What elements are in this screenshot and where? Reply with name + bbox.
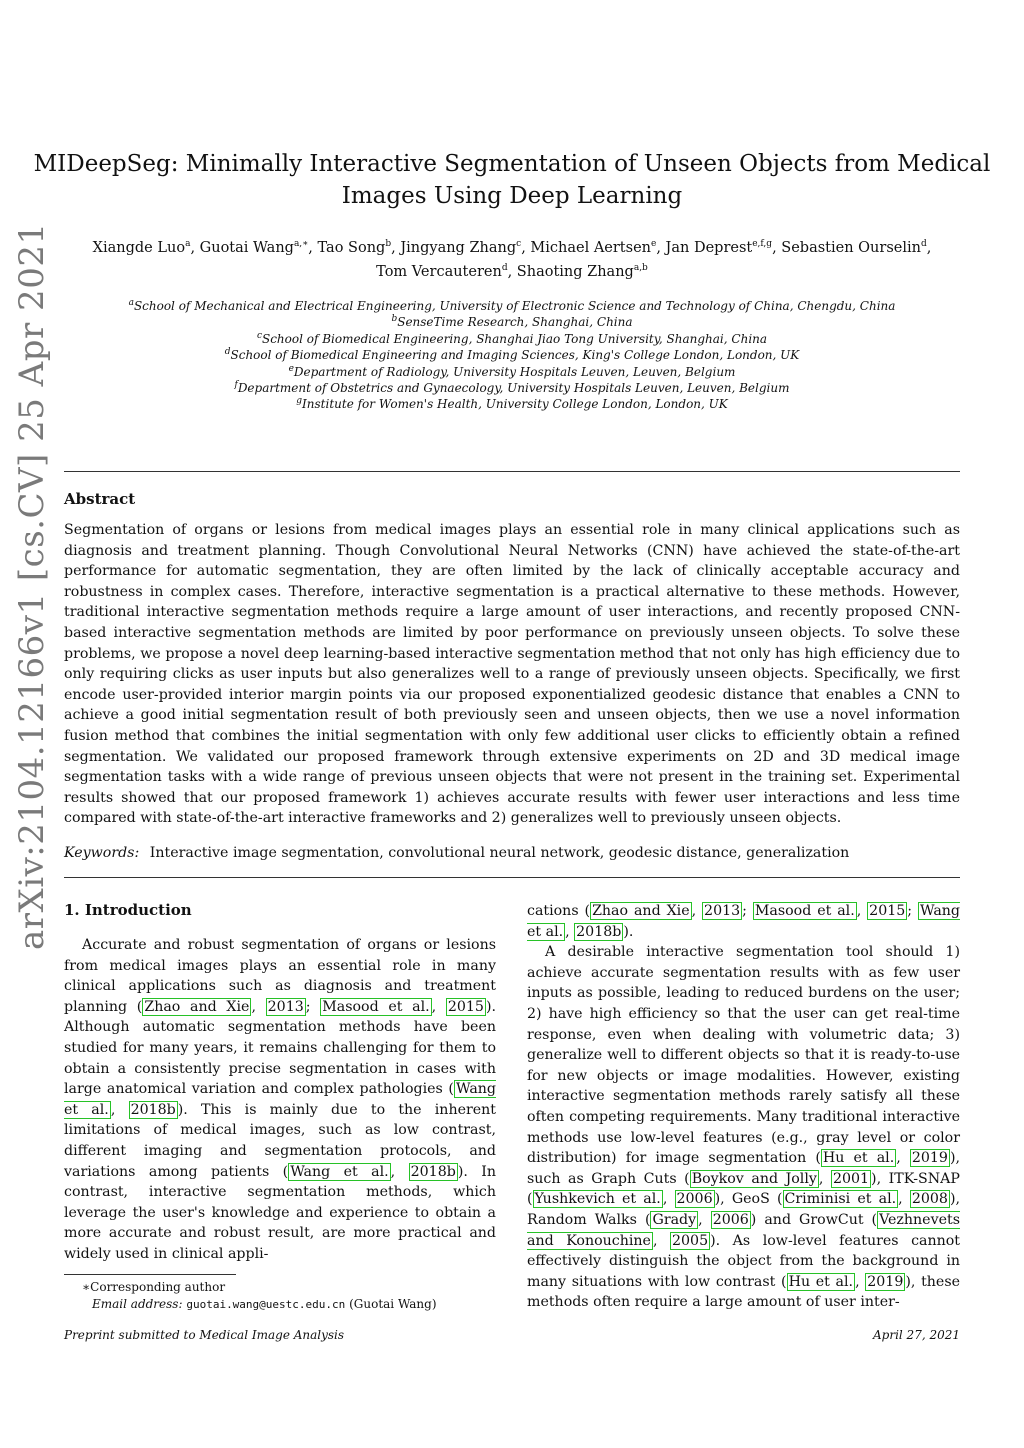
email-address[interactable]: guotai.wang@uestc.edu.cn (186, 1298, 346, 1311)
citation-link[interactable]: Boykov and Jolly (691, 1170, 817, 1187)
intro-right-column (527, 901, 960, 1313)
affiliation-mark: d (224, 347, 231, 358)
citation-link[interactable]: Grady (652, 1211, 697, 1228)
affiliation-mark: g (296, 396, 303, 407)
citation-link[interactable]: 2018b (410, 1163, 456, 1180)
citation-link[interactable]: 2018b (130, 1101, 176, 1118)
email-line (64, 1296, 504, 1313)
intro-right-paragraph-1: cations ( Zhao and Xie , 2013 ; Masood et al. , 2015 ; Wang et al. , 2018b ). (527, 903, 961, 940)
email-label: Email address: (92, 1297, 183, 1311)
keywords (64, 843, 960, 863)
top-divider (64, 471, 960, 472)
citation-link[interactable]: 2019 (867, 1273, 904, 1290)
affiliation (60, 380, 964, 396)
bottom-divider (64, 877, 960, 878)
author-affiliation-mark: e (651, 239, 657, 250)
author-affiliation-mark: a,∗ (293, 239, 309, 250)
affiliation (60, 364, 964, 380)
citation-link[interactable]: Wang et al. (527, 903, 961, 940)
affiliation-mark: e (288, 363, 294, 374)
arxiv-identifier[interactable]: arXiv:2104.12166v1 [cs.CV] 25 Apr 2021 (12, 222, 52, 950)
affiliation-text: SenseTime Research, Shanghai, China (397, 315, 633, 330)
intro-right-paragraph-2: A desirable interactive segmentation tool should 1) achieve accurate segmentation results with as few user inputs as possible, leading to reduced burdens on the user; 2) have high efficiency so that the user can get real-time response, even when dealing with volumetric data; 3) generalize well to different objects so that it is ready-to-use for new objects or image modalities. However, existing interactive segmentation methods rarely satisfy all these often competing requirements. Many traditional interactive methods use low-level features (e.g., gray level or color distribution) for image segmentation ( Hu et al. , 2019 ), such as Graph Cuts ( Boykov and Jolly , 2001 ), ITK-SNAP ( Yushkevich et al. , 2006 ), GeoS ( Criminisi et al. , 2008 ), Random Walks ( Grady , 2006 ) and GrowCut ( Vezhnevets and Konouchine , 2005 ). As low-level features cannot effectively distinguish the object from the background in many situations with low contrast ( Hu et al. , 2019 ), these methods often require a large amount of user inter- (527, 944, 960, 1311)
abstract-text: Segmentation of organs or lesions from medical images plays an essential role in many clinical applications such as diagnosis and treatment planning. Though Convolutional Neural Networks (CNN) have achieved the state-of-the-art performance for automatic segmentation, they are often limited by the lack of clinically acceptable accuracy and robustness in complex cases. Therefore, interactive segmentation is a practical alternative to these methods. However, traditional interactive segmentation methods require a large amount of user interactions, and recently proposed CNN-based interactive segmentation methods are limited by poor performance on previously unseen objects. To solve these problems, we propose a novel deep learning-based interactive segmentation method that not only has high efficiency due to only requiring clicks as user inputs but also generalizes well to a range of previously unseen objects. Specifically, we first encode user-provided interior margin points via our proposed exponentialized geodesic distance that enables a CNN to achieve a good initial segmentation result of both previously seen and unseen objects, then we use a novel information fusion method that combines the initial segmentation with only few additional user clicks to efficiently obtain a refined segmentation. We validated our proposed framework through extensive experiments on 2D and 3D medical image segmentation tasks with a wide range of previous unseen objects that were not present in the training set. Experimental results showed that our proposed framework 1) achieves accurate results with fewer user interactions and less time compared with state-of-the-art interactive frameworks and 2) generalizes well to previously unseen objects. (64, 522, 960, 827)
author-name: Michael Aertsen (530, 240, 651, 256)
citation-link[interactable]: 2013 (267, 998, 304, 1015)
author-list: Xiangde Luo$^a$, Guotai Wang$^{a,∗}$, Tao Song$^b$, Jingyang Zhang$^c$, Michael Aertsen$^e$, Jan Deprest$^{e,f,g}$, Sebastien Ourselin$^d$, Tom Vercauteren$^d$, Shaoting Zhang$^{a,b}$ (92, 239, 932, 280)
author-name: Shaoting Zhang (516, 264, 634, 280)
citation-link[interactable]: 2015 (447, 998, 484, 1015)
author-affiliation-mark: a (185, 239, 191, 250)
citation-link[interactable]: Zhao and Xie (144, 998, 250, 1015)
author-affiliation-mark: d (501, 263, 508, 274)
affiliation (60, 314, 964, 330)
author-name: Sebastien Ourselin (781, 240, 921, 256)
author-affiliation-mark: d (920, 239, 927, 250)
author-name: Tao Song (317, 240, 386, 256)
author-name: Xiangde Luo (92, 240, 186, 256)
citation-link[interactable]: Masood et al. (754, 903, 855, 919)
author-affiliation-mark: a,b (633, 263, 648, 274)
footer-date: April 27, 2021 (872, 1328, 960, 1342)
author-name: Guotai Wang (199, 240, 294, 256)
affiliation-mark: c (256, 330, 262, 341)
citation-link[interactable]: 2018b (576, 923, 622, 940)
citation-link[interactable]: Wang et al. (64, 1081, 496, 1118)
citation-link[interactable]: Yushkevich et al. (534, 1191, 661, 1208)
keywords-text: Interactive image segmentation, convolutional neural network, geodesic distance, generalization (149, 845, 850, 861)
author-name: Jan Deprest (665, 240, 753, 256)
affiliation-text: Department of Radiology, University Hospitals Leuven, Leuven, Belgium (293, 364, 736, 379)
citation-link[interactable]: 2019 (911, 1150, 948, 1167)
author-affiliation-mark: c (516, 239, 522, 250)
email-owner: (Guotai Wang) (349, 1297, 437, 1311)
author-name: Jingyang Zhang (400, 240, 517, 256)
footnote (64, 1279, 504, 1313)
affiliation-mark: b (391, 314, 398, 325)
citation-link[interactable]: Masood et al. (322, 998, 430, 1015)
affiliation-list (60, 298, 964, 413)
affiliation (60, 331, 964, 347)
section-heading-introduction: 1. Introduction (64, 901, 192, 919)
citation-link[interactable]: Criminisi et al. (784, 1191, 897, 1208)
citation-link[interactable]: 2006 (712, 1211, 749, 1228)
affiliation (60, 298, 964, 314)
affiliation-mark: a (128, 298, 134, 308)
keywords-label: Keywords: (64, 845, 140, 861)
affiliation (60, 396, 964, 412)
paper-title: MIDeepSeg: Minimally Interactive Segmentation of Unseen Objects from Medical Images Using Deep Learning (33, 151, 991, 209)
author-affiliation-mark: e,f,g (752, 239, 773, 250)
affiliation (60, 347, 964, 363)
abstract-heading: Abstract (64, 490, 136, 508)
affiliation-text: School of Biomedical Engineering and Imaging Sciences, King's College London, London, UK (230, 348, 800, 363)
author-name: Tom Vercauteren (376, 264, 502, 280)
affiliation-text: School of Biomedical Engineering, Shanghai Jiao Tong University, Shanghai, China (261, 331, 768, 346)
author-affiliation-mark: b (385, 239, 392, 250)
citation-link[interactable]: 2013 (704, 903, 741, 919)
citation-link[interactable]: 2006 (676, 1191, 713, 1208)
affiliation-text: School of Mechanical and Electrical Engineering, University of Electronic Science and Technology of China, Chengdu, China (133, 299, 896, 313)
affiliation-mark: f (234, 380, 238, 391)
footnote-divider (64, 1274, 236, 1275)
affiliation-text: Institute for Women's Health, University College London, London, UK (302, 397, 728, 412)
affiliation-text: Department of Obstetrics and Gynaecology, University Hospitals Leuven, Leuven, Belgium (237, 381, 790, 396)
citation-link[interactable]: 2001 (832, 1170, 870, 1187)
citation-link[interactable]: 2005 (671, 1232, 709, 1249)
intro-left-column: Accurate and robust segmentation of organs or lesions from medical images plays an essential role in many clinical applications such as diagnosis and treatment planning ( Zhao and Xie , 2013 ; Masood et al. , 2015 ). Although automatic segmentation methods have been studied for many years, it remains challenging for them to obtain a consistently precise segmentation in cases with large anatomical variation and complex pathologies ( Wang et al. , 2018b ). This is mainly due to the inherent limitations of medical images, such as low contrast, different imaging and segmentation protocols, and variations among patients ( Wang et al. , 2018b ). In contrast, interactive segmentation methods, which leverage the user's knowledge and experience to obtain a more accurate and robust result, are more practical and widely used in clinical appli- (64, 937, 497, 1262)
corresponding-author-note: ∗Corresponding author (82, 1280, 226, 1294)
citation-link[interactable]: Hu et al. (822, 1150, 895, 1167)
citation-link[interactable]: Vezhnevets and Konouchine (527, 1211, 960, 1249)
citation-link[interactable]: 2015 (869, 903, 906, 919)
citation-link[interactable]: Wang et al. (290, 1163, 389, 1180)
citation-link[interactable]: Zhao and Xie (592, 903, 690, 919)
citation-link[interactable]: Hu et al. (788, 1273, 854, 1290)
footer-journal: Preprint submitted to Medical Image Analysis (64, 1328, 345, 1342)
citation-link[interactable]: 2008 (911, 1191, 948, 1208)
